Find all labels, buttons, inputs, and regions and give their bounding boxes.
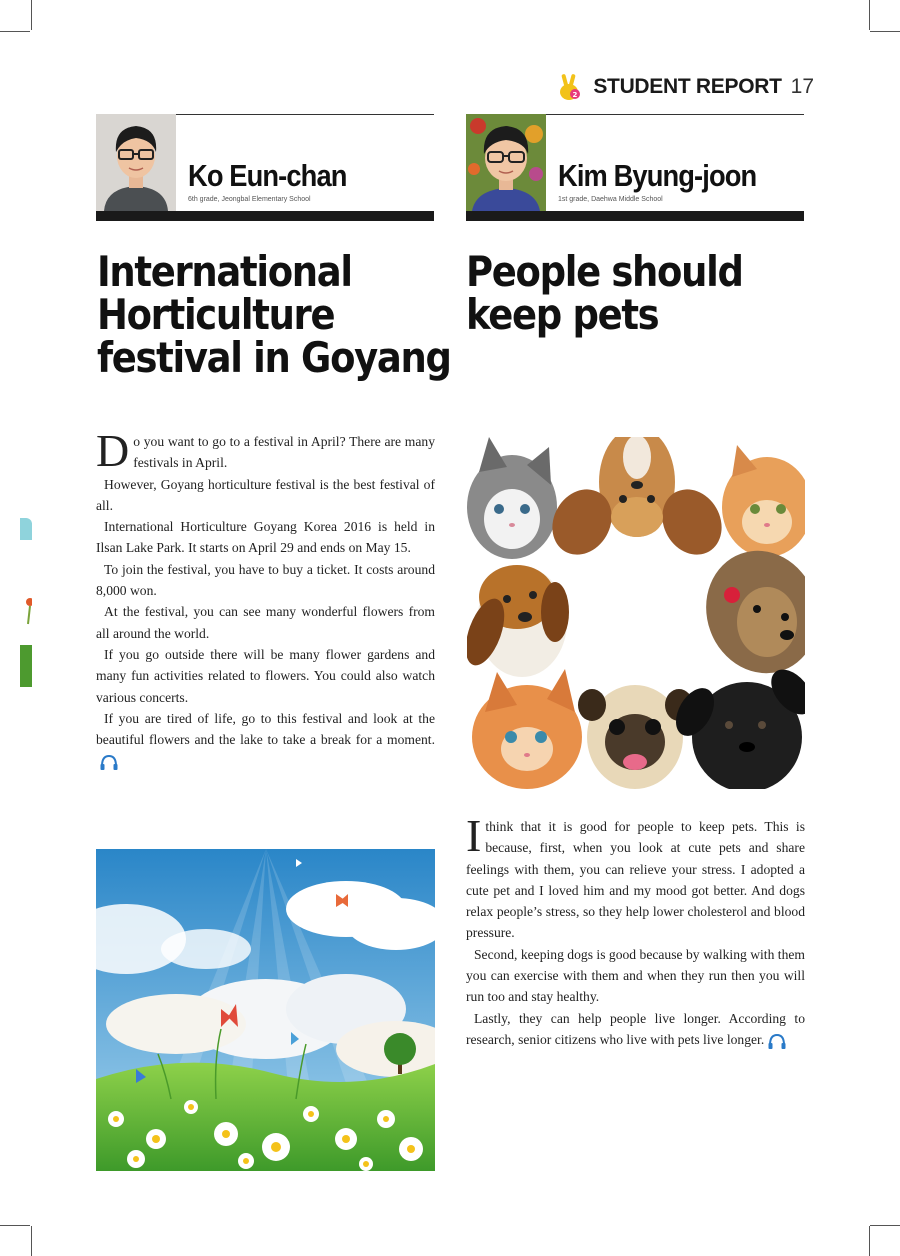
pets-photo	[467, 437, 805, 789]
black-puppy	[668, 662, 805, 789]
drop-cap: D	[96, 425, 130, 476]
page-header	[555, 72, 814, 102]
author-bar-right	[466, 114, 804, 221]
paragraph: At the festival, you can see many wonderful flowers from all around the world.	[96, 604, 435, 641]
paragraph-text: If you are tired of life, go to this festival and look at the beautiful flowers and the lake to take a break for a moment.	[96, 710, 435, 748]
headline-line: Horticulture	[97, 290, 335, 339]
author-photo	[466, 114, 546, 211]
headline-left	[97, 247, 451, 382]
headphones-icon	[100, 754, 118, 770]
ginger-kitten	[472, 669, 582, 789]
author-photo	[96, 114, 176, 211]
article-right	[466, 810, 805, 1050]
margin-decoration-flower	[20, 596, 32, 626]
paragraph-text: think that it is good for people to keep pets. This is because, first, when you look at cute pets and share feelings with them, you can relieve your stress. I adopted a cute pet and I loved him and my mood got better. And dogs relax people’s stress, so they help lower cholesterol and blood pressure.	[466, 819, 805, 941]
author-name: Ko Eun-chan	[188, 158, 347, 193]
crop-mark-bottom-right-h	[870, 1225, 900, 1226]
paragraph: International Horticulture Goyang Korea 2016 is held in Ilsan Lake Park. It starts on April 29 and ends on May 15.	[96, 519, 435, 556]
beagle-puppy	[467, 565, 569, 677]
paragraph-text: Lastly, they can help people live longer. According to research, senior citizens who live with pets live longer.	[466, 1010, 805, 1047]
paragraph: If you go outside there will be many flower gardens and many fun activities related to flowers. You could also watch various concerts.	[96, 646, 435, 705]
brown-dog-upside	[541, 437, 733, 565]
headline-right	[466, 247, 743, 339]
paragraph	[96, 425, 435, 476]
rule-bottom	[466, 211, 804, 221]
author-school: 6th grade, Jeongbal Elementary School	[188, 196, 311, 203]
headphones-icon	[768, 1033, 786, 1049]
paragraph	[466, 810, 805, 944]
paragraph: To join the festival, you have to buy a ticket. It costs around 8,000 won.	[96, 561, 435, 599]
crop-mark-top-left-h	[0, 31, 30, 32]
paragraph-text: o you want to go to a festival in April? There are many festivals in April.	[133, 434, 435, 471]
pug-dog	[578, 685, 693, 789]
article-left	[96, 425, 435, 772]
crop-mark-bottom-left-h	[0, 1225, 30, 1226]
section-title: STUDENT REPORT	[593, 75, 782, 98]
orange-kitten	[722, 445, 805, 557]
drop-cap: I	[466, 810, 482, 861]
svg-text:2: 2	[572, 91, 578, 99]
paragraph	[466, 1008, 805, 1051]
headline-line: International	[97, 247, 352, 296]
grey-kitten	[467, 437, 557, 559]
page-number: 17	[790, 75, 814, 98]
headline-line: festival in Goyang	[97, 333, 451, 382]
meadow-illustration	[96, 849, 435, 1171]
margin-decoration-teal	[20, 518, 32, 540]
victory-hand-logo-icon	[555, 72, 583, 102]
rule-bottom	[96, 211, 434, 221]
crop-mark-top-right-h	[870, 31, 900, 32]
paragraph: Second, keeping dogs is good because by walking with them you can exercise with them and when they run then you will run too and stay healthy.	[466, 946, 805, 1005]
headline-line: keep pets	[466, 290, 659, 339]
paragraph: However, Goyang horticulture festival is the best festival of all.	[96, 476, 435, 513]
crop-mark-top-right-v	[869, 0, 870, 30]
author-bar-left	[96, 114, 434, 221]
crop-mark-top-left-v	[31, 0, 32, 30]
author-school: 1st grade, Daehwa Middle School	[558, 196, 663, 203]
headline-line: People should	[466, 247, 743, 296]
crop-mark-bottom-left-v	[31, 1226, 32, 1256]
paragraph	[96, 708, 435, 772]
author-name: Kim Byung-joon	[558, 158, 757, 193]
yorkie-dog	[689, 535, 805, 689]
margin-decoration-green	[20, 645, 32, 687]
crop-mark-bottom-right-v	[869, 1226, 870, 1256]
